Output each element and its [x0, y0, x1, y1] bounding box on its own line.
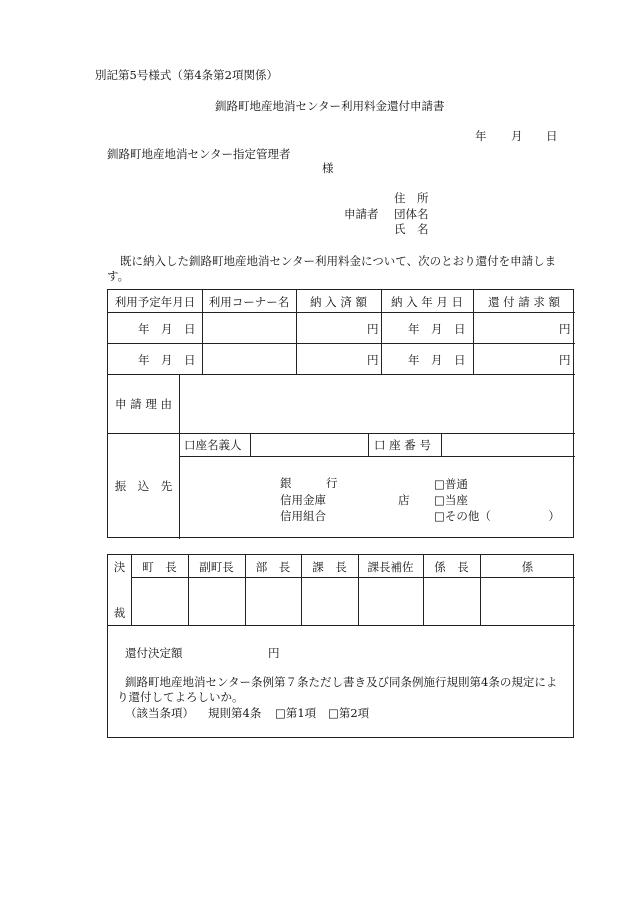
form-title: 釧路町地産地消センター利用料金還付申請書 [215, 99, 445, 113]
decision-line-1: 釧路町地産地消センター条例第７条ただし書き及び同条例施行規則第4条の規定によ [125, 675, 558, 689]
approval-side-label-bottom: 裁 [113, 606, 126, 620]
statement-line-1: 既に納入した釧路町地産地消センター利用料金について、次のとおり還付を申請しま [120, 254, 557, 268]
approval-section-chief: 課 長 [312, 560, 347, 574]
bank-type-bank-label: 銀 行 [280, 476, 338, 490]
honorific: 様 [322, 161, 334, 175]
account-number-label: 口 座 番 号 [374, 438, 431, 452]
header-paid-date: 納 入 年 月 日 [390, 295, 464, 309]
clause-rule: 規則第4条 [208, 706, 262, 720]
applicant-name-label: 氏 名 [394, 222, 429, 236]
statement-line-2: す。 [107, 269, 130, 283]
header-refund-amount: 還 付 請 求 額 [487, 295, 561, 309]
approval-staff: 係 [521, 560, 534, 574]
applicant-address-label: 住 所 [394, 191, 429, 205]
approval-box [107, 554, 574, 738]
date-month: 月 [511, 129, 523, 143]
account-type-regular[interactable]: □普通 [434, 477, 468, 491]
approval-deputy-mayor: 副町長 [199, 560, 234, 574]
approval-director: 部 長 [255, 560, 291, 574]
date-day: 日 [546, 129, 558, 143]
applicant-label: 申請者 [344, 207, 379, 221]
account-type-current[interactable]: □当座 [434, 493, 468, 507]
header-paid-amount: 納 入 済 額 [310, 295, 367, 309]
branch-label: 店 [398, 493, 410, 507]
clause-label: （該当条項） [125, 706, 194, 720]
bank-type-shinkin-label: 信用金庫 [280, 493, 326, 507]
row2-paid-date[interactable]: 年 月 日 [408, 353, 466, 367]
account-holder-label: 口座名義人 [184, 438, 242, 452]
date-year: 年 [475, 129, 487, 143]
header-usage-date: 利用予定年月日 [114, 295, 196, 309]
applicant-organization-label: 団体名 [394, 207, 429, 221]
refund-decision-yen: 円 [268, 646, 280, 660]
row1-paid-date[interactable]: 年 月 日 [408, 322, 466, 336]
account-type-other[interactable]: □その他（ ） [434, 509, 560, 523]
transfer-label: 振 込 先 [114, 479, 173, 493]
approval-mayor: 町 長 [142, 560, 177, 574]
application-table [107, 289, 574, 538]
row2-paid-yen[interactable]: 円 [367, 353, 379, 367]
refund-decision-label: 還付決定額 [125, 646, 183, 660]
row2-usage-date[interactable]: 年 月 日 [138, 353, 196, 367]
approval-unit-chief: 係 長 [434, 560, 469, 574]
addressee: 釧路町地産地消センター指定管理者 [107, 147, 291, 161]
bank-types [280, 476, 338, 491]
row1-refund-yen[interactable]: 円 [559, 322, 571, 336]
clause-option-1[interactable]: □第1項 [275, 706, 317, 720]
bank-type-kumiai-label: 信用組合 [280, 509, 326, 523]
header-corner-name: 利用コーナー名 [208, 295, 290, 309]
row1-paid-yen[interactable]: 円 [367, 322, 379, 336]
form-number: 別記第5号様式（第4条第2項関係） [95, 68, 278, 82]
reason-label: 申 請 理 由 [115, 397, 172, 411]
approval-side-label-top: 決 [113, 560, 126, 574]
approval-assistant-chief: 課長補佐 [367, 560, 414, 574]
row2-refund-yen[interactable]: 円 [559, 353, 571, 367]
decision-line-2: り還付してよろしいか。 [117, 690, 244, 704]
clause-option-2[interactable]: □第2項 [328, 706, 370, 720]
row1-usage-date[interactable]: 年 月 日 [138, 322, 196, 336]
